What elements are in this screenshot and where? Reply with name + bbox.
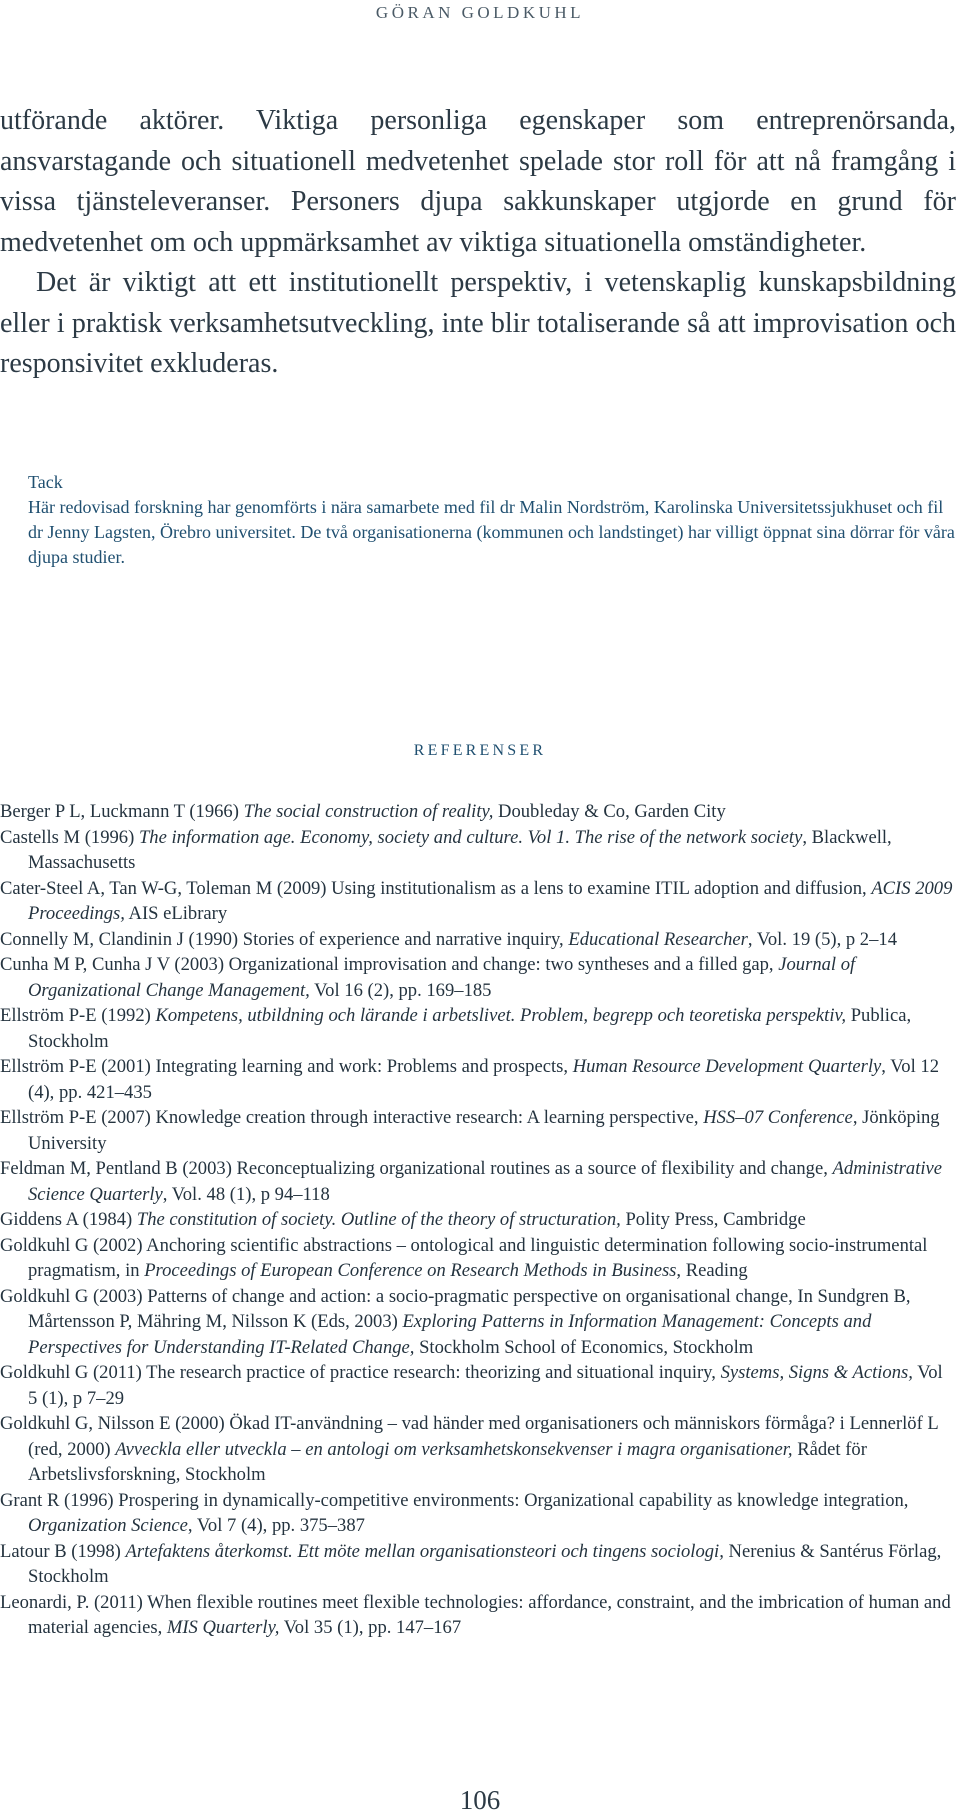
reference-text: , Vol. 48 (1), p 94–118: [162, 1183, 330, 1205]
reference-title: Proceedings of European Conference on Research Methods in Business: [144, 1260, 677, 1281]
reference-entry: [0, 1360, 956, 1411]
acknowledgement: [28, 470, 956, 570]
reference-entry: [0, 825, 956, 876]
reference-text: Goldkuhl G (2011) The research practice of practice research: theorizing and situational inquiry,: [0, 1362, 721, 1383]
reference-text: , Reading: [676, 1260, 748, 1281]
reference-title: The constitution of society. Outline of the theory of structuration,: [136, 1209, 621, 1230]
reference-text: Latour B (1998): [0, 1540, 126, 1562]
reference-text: Doubleday & Co, Garden City: [493, 801, 726, 822]
body-text: [0, 101, 956, 385]
reference-entry: [0, 952, 956, 1003]
reference-title: Systems, Signs & Actions,: [720, 1362, 913, 1383]
reference-text: Vol 5 (1), p 7–29: [28, 1362, 943, 1409]
reference-title: Human Resource Development Quarterly: [572, 1056, 882, 1077]
running-head: GÖRAN GOLDKUHL: [375, 3, 585, 22]
reference-title: HSS–07 Conference: [703, 1107, 853, 1128]
reference-text: Rådet för Arbetslivsforskning, Stockholm: [28, 1438, 867, 1485]
reference-title: Kompetens, utbildning och lärande i arbetslivet. Problem, begrepp och teoretiska perspektiv,: [155, 1005, 847, 1026]
reference-entry: [0, 927, 956, 953]
reference-text: , Vol 7 (4), pp. 375–387: [187, 1515, 365, 1536]
reference-text: Goldkuhl G (2002) Anchoring scientific abstractions – ontological and linguistic determination following socio-instrumental pragmatism, in: [0, 1234, 928, 1281]
reference-text: , Blackwell, Massachusetts: [28, 826, 892, 873]
reference-entry: [0, 1539, 956, 1590]
reference-entry: [0, 1105, 956, 1156]
reference-text: Polity Press, Cambridge: [620, 1209, 806, 1230]
reference-text: Ellström P-E (2007) Knowledge creation through interactive research: A learning perspective,: [0, 1107, 704, 1128]
reference-text: Connelly M, Clandinin J (1990) Stories of experience and narrative inquiry,: [0, 928, 569, 950]
reference-text: Vol 35 (1), pp. 147–167: [279, 1617, 462, 1638]
reference-entry: [0, 1054, 956, 1105]
references-heading: REFERENSER: [413, 742, 547, 759]
body-paragraph: utförande aktörer. Viktiga personliga egenskaper som entreprenörsanda, ansvarstagande och situationell medvetenhet spelade stor roll för att nå framgång i vissa tjänsteleveranser. Personers djupa sakkunskaper utgjorde en grund för medvetenhet om och uppmärksamhet av viktiga situationella omständigheter.: [0, 105, 956, 258]
reference-title: The social construction of reality,: [243, 801, 494, 822]
reference-entry: [0, 1488, 956, 1539]
reference-text: Feldman M, Pentland B (2003) Reconceptualizing organizational routines as a source of flexibility and change,: [0, 1158, 833, 1179]
reference-entry: [0, 1207, 956, 1233]
reference-text: Giddens A (1984): [0, 1209, 137, 1230]
reference-text: Cater-Steel A, Tan W-G, Toleman M (2009) Using institutionalism as a lens to examine ITIL adoption and diffusion,: [0, 877, 872, 899]
reference-entry: [0, 1411, 956, 1488]
body-paragraph: Det är viktigt att ett institutionellt perspektiv, i vetenskaplig kunskapsbildning eller i praktisk verksamhetsutveckling, inte blir totaliserande så att improvisation och responsivitet exkluderas.: [0, 267, 956, 379]
reference-text: , Vol. 19 (5), p 2–14: [747, 928, 897, 950]
reference-title: Exploring Patterns in Information Management: Concepts and Perspectives for Understanding IT-Related Change,: [28, 1311, 872, 1358]
reference-text: Vol 16 (2), pp. 169–185: [309, 979, 492, 1001]
reference-title: Artefaktens återkomst. Ett möte mellan organisationsteori och tingens sociologi,: [125, 1540, 724, 1562]
reference-title: Administrative Science Quarterly: [28, 1158, 943, 1205]
reference-text: Goldkuhl G (2003) Patterns of change and action: a socio-pragmatic perspective on organisational change, In Sundgren B, Mårtensson P, Mähring M, Nilsson K (Eds, 2003): [0, 1285, 911, 1332]
reference-entry: [0, 1284, 956, 1361]
reference-text: , Vol 12 (4), pp. 421–435: [28, 1056, 939, 1103]
reference-entry: [0, 799, 956, 825]
reference-title: Journal of Organizational Change Management,: [28, 954, 856, 1001]
acknowledgement-title: Tack: [28, 472, 63, 492]
reference-text: Leonardi, P. (2011) When flexible routines meet flexible technologies: affordance, constraint, and the imbrication of human and material agencies,: [0, 1591, 951, 1638]
reference-title: Avveckla eller utveckla – en antologi om verksamhetskonsekvenser i magra organisationer,: [115, 1438, 793, 1460]
reference-text: , Jönköping University: [28, 1107, 940, 1154]
reference-list: [0, 799, 956, 1641]
reference-title: ACIS 2009 Proceedings,: [28, 877, 953, 924]
page-number: 106: [459, 1785, 501, 1815]
reference-text: Ellström P-E (1992): [0, 1005, 156, 1026]
reference-entry: [0, 876, 956, 927]
reference-text: Cunha M P, Cunha J V (2003) Organizational improvisation and change: two syntheses and a filled gap,: [0, 954, 779, 975]
reference-title: Organization Science: [28, 1515, 188, 1536]
reference-text: Stockholm School of Economics, Stockholm: [414, 1336, 754, 1358]
reference-text: Castells M (1996): [0, 826, 139, 848]
reference-entry: [0, 1233, 956, 1284]
reference-text: Publica, Stockholm: [28, 1005, 912, 1052]
reference-text: Berger P L, Luckmann T (1966): [0, 801, 244, 822]
reference-text: Ellström P-E (2001) Integrating learning and work: Problems and prospects,: [0, 1056, 573, 1077]
reference-entry: [0, 1156, 956, 1207]
reference-text: Nerenius & Santérus Förlag, Stockholm: [28, 1540, 942, 1587]
reference-text: Goldkuhl G, Nilsson E (2000) Ökad IT-användning – vad händer med organisationers och människors förmåga? i Lennerlöf L (red, 2000): [0, 1413, 939, 1460]
reference-title: MIS Quarterly,: [166, 1617, 280, 1638]
reference-entry: [0, 1590, 956, 1641]
reference-text: Grant R (1996) Prospering in dynamically-competitive environments: Organizational capability as knowledge integration,: [0, 1489, 909, 1511]
reference-entry: [0, 1003, 956, 1054]
reference-title: Educational Researcher: [568, 928, 748, 950]
acknowledgement-text: Här redovisad forskning har genomförts i nära samarbete med fil dr Malin Nordström, Karolinska Universitetssjukhuset och fil dr Jenny Lagsten, Örebro universitet. De två organisationerna (kommunen och landstinget) har villigt öppnat sina dörrar för våra djupa studier.: [28, 497, 955, 567]
reference-title: The information age. Economy, society and culture. Vol 1. The rise of the network society: [138, 826, 803, 848]
reference-text: AIS eLibrary: [124, 903, 228, 924]
